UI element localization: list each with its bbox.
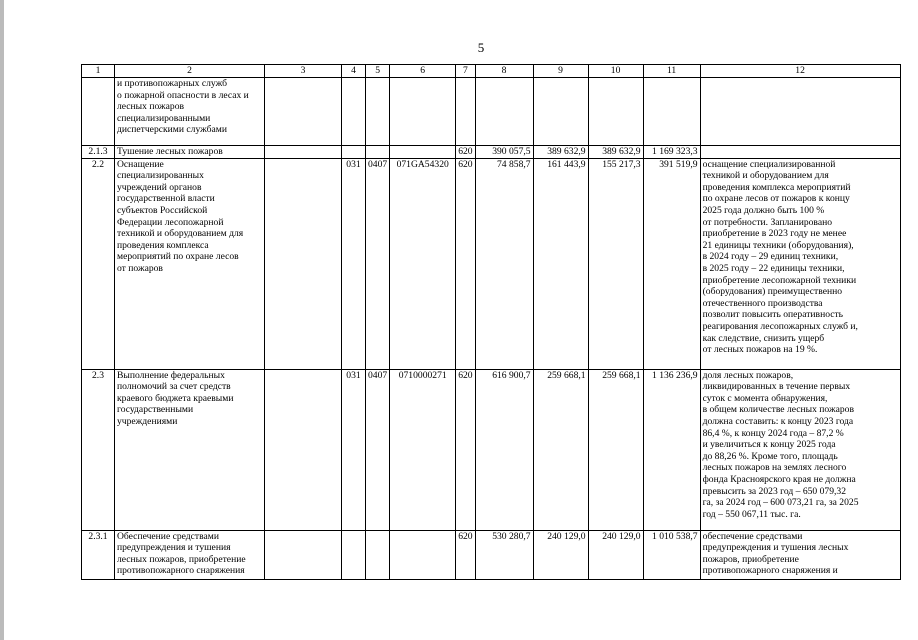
amount-2023: 74 858,7 [475,158,533,369]
header-cell: 7 [456,65,475,78]
grbs-cell [342,146,366,159]
target-article-cell [390,78,456,146]
amount-2024: 161 443,9 [533,158,588,369]
header-cell: 12 [700,65,900,78]
target-article-cell: 0710000271 [390,369,456,530]
expense-type-cell [456,78,475,146]
col3-cell [265,369,342,530]
header-cell: 1 [82,65,115,78]
item-number: 2.1.3 [82,146,115,159]
amount-2025 [588,78,643,146]
grbs-cell [342,530,366,579]
section-cell: 0407 [366,369,390,530]
budget-table [81,64,901,580]
section-cell [366,146,390,159]
amount-total [643,78,700,146]
section-cell [366,530,390,579]
item-name: Тушение лесных пожаров [115,146,265,159]
amount-2025: 155 217,3 [588,158,643,369]
section-cell: 0407 [366,158,390,369]
header-cell: 2 [115,65,265,78]
expected-result [700,78,900,146]
header-cell: 11 [643,65,700,78]
item-number: 2.3 [82,369,115,530]
grbs-cell: 031 [342,158,366,369]
table-row [82,78,901,146]
col3-cell [265,158,342,369]
amount-2025: 389 632,9 [588,146,643,159]
amount-2024: 259 668,1 [533,369,588,530]
expense-type-cell: 620 [456,530,475,579]
target-article-cell [390,530,456,579]
expense-type-cell: 620 [456,146,475,159]
item-name: Выполнение федеральных полномочий за счет средств краевого бюджета краевыми государственными учреждениями [115,369,265,530]
expense-type-cell: 620 [456,158,475,369]
target-article-cell [390,146,456,159]
item-name: Обеспечение средствами предупреждения и тушения лесных пожаров, приобретение противопожарного снаряжения [115,530,265,579]
table-row [82,146,901,159]
grbs-cell: 031 [342,369,366,530]
amount-2023: 530 280,7 [475,530,533,579]
expense-type-cell: 620 [456,369,475,530]
amount-2023: 616 900,7 [475,369,533,530]
header-cell: 9 [533,65,588,78]
col3-cell [265,78,342,146]
col3-cell [265,530,342,579]
amount-total: 1 136 236,9 [643,369,700,530]
expected-result [700,146,900,159]
header-cell: 5 [366,65,390,78]
table-row [82,530,901,579]
amount-total: 1 010 538,7 [643,530,700,579]
header-cell: 3 [265,65,342,78]
col3-cell [265,146,342,159]
scan-edge [0,0,4,640]
target-article-cell: 071GA54320 [390,158,456,369]
amount-2024 [533,78,588,146]
header-cell: 10 [588,65,643,78]
header-row [82,65,901,78]
item-number: 2.2 [82,158,115,369]
amount-2023: 390 057,5 [475,146,533,159]
amount-2025: 259 668,1 [588,369,643,530]
expected-result: обеспечение средствами предупреждения и тушения лесных пожаров, приобретение противопожарного снаряжения и [700,530,900,579]
header-cell: 4 [342,65,366,78]
item-name: и противопожарных служб о пожарной опасности в лесах и лесных пожаров специализированными диспетчерскими службами [115,78,265,146]
amount-2023 [475,78,533,146]
item-number [82,78,115,146]
page-number: 5 [477,40,485,55]
amount-2025: 240 129,0 [588,530,643,579]
header-cell: 6 [390,65,456,78]
expected-result: оснащение специализированной техникой и оборудованием для проведения комплекса мероприятий по охране лесов от пожаров к концу 2025 года должно быть 100 % от потребности. Запланировано приобретение в 2023 году не менее 21 единицы техники (оборудования), в 2024 году – 29 единиц техники, в 2025 году – 22 единицы техники, приобретение лесопожарной техники (оборудования) преимущественно отечественного производства позволит повысить оперативность реагирования лесопожарных служб и, как следствие, снизить ущерб от лесных пожаров на 19 %. [700,158,900,369]
amount-total: 391 519,9 [643,158,700,369]
table-row [82,369,901,530]
grbs-cell [342,78,366,146]
item-number: 2.3.1 [82,530,115,579]
amount-2024: 240 129,0 [533,530,588,579]
table-row [82,158,901,369]
section-cell [366,78,390,146]
header-cell: 8 [475,65,533,78]
expected-result: доля лесных пожаров, ликвидированных в течение первых суток с момента обнаружения, в общем количестве лесных пожаров должна составить: к концу 2023 года 86,4 %, к концу 2024 года – 87,2 % и увеличиться к концу 2025 года до 88,26 %. Кроме того, площадь лесных пожаров на землях лесного фонда Красноярского края не должна превысить за 2023 год – 650 079,32 га, за 2024 год – 600 073,21 га, за 2025 год – 550 067,11 тыс. га. [700,369,900,530]
item-name: Оснащение специализированных учреждений органов государственной власти субъектов Российской Федерации лесопожарной техникой и оборудованием для проведения комплекса мероприятий по охране лесов от пожаров [115,158,265,369]
amount-2024: 389 632,9 [533,146,588,159]
amount-total: 1 169 323,3 [643,146,700,159]
